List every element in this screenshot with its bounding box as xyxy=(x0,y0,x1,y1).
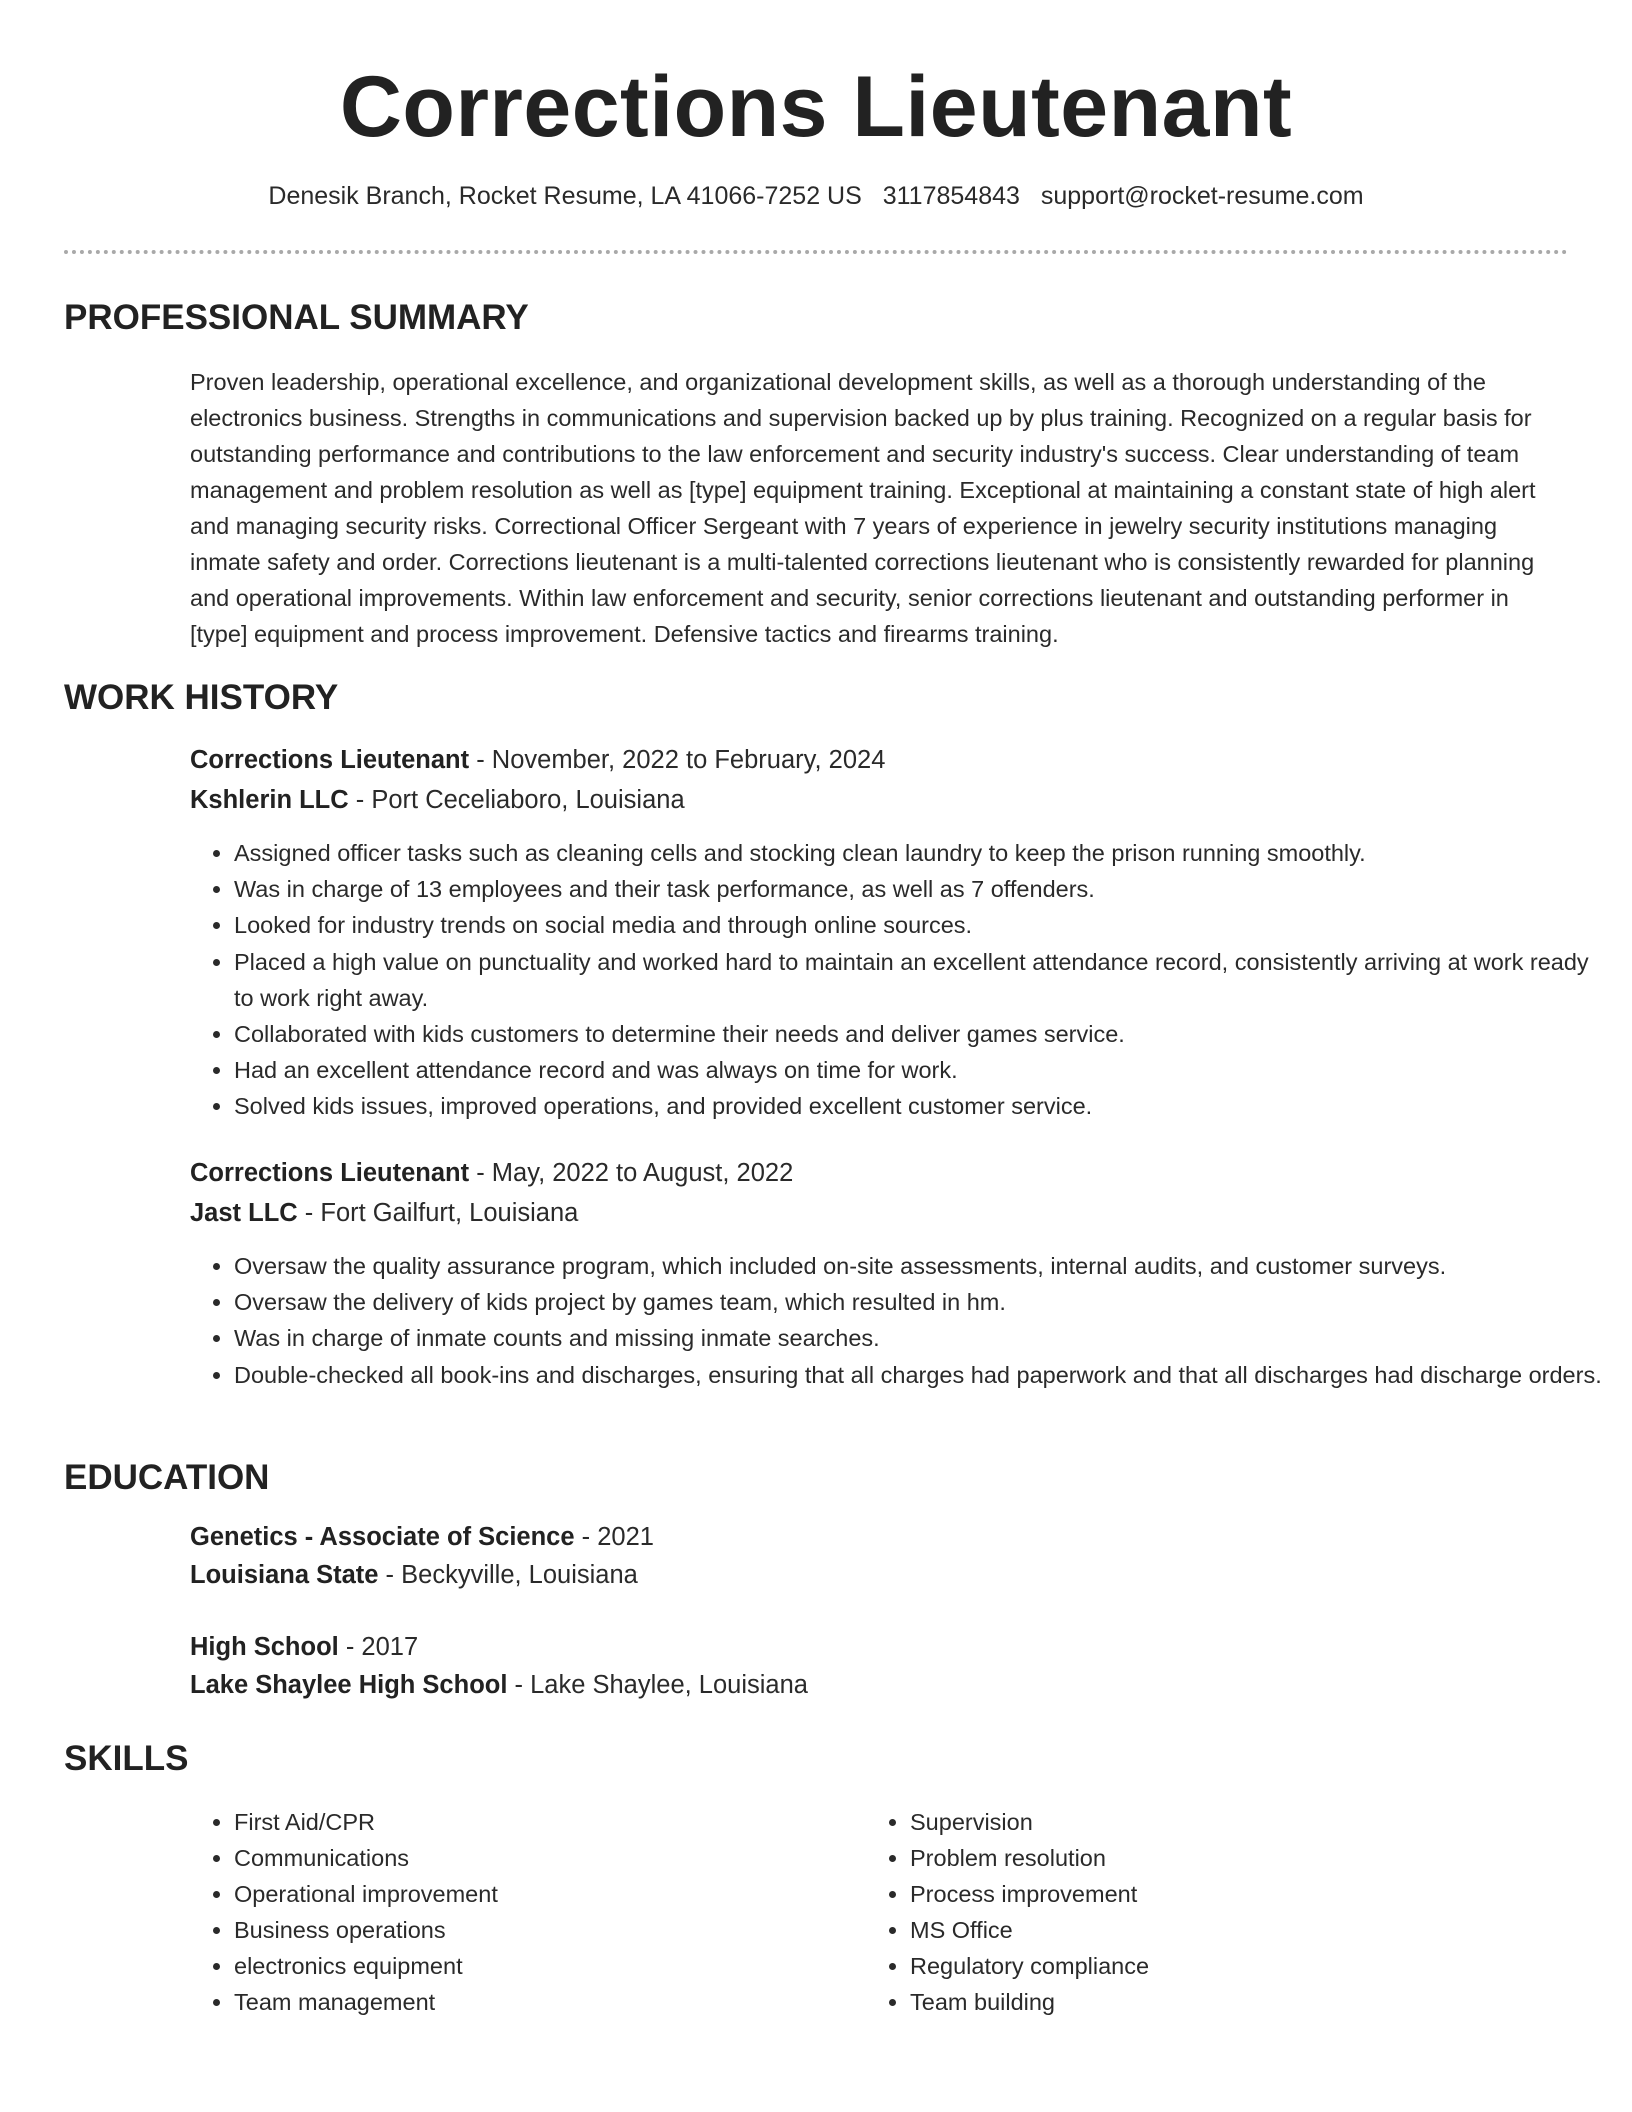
list-item: • Placed a high value on punctuality and worked hard to maintain an excellent attendance record, consistently arriving at work ready to work right away. xyxy=(234,944,1614,1016)
job-company: Jast LLC xyxy=(190,1199,298,1227)
skills-list-left xyxy=(190,1804,794,2020)
section-title-work-history: WORK HISTORY xyxy=(64,678,339,717)
skill-item: • Process improvement xyxy=(910,1876,1470,1912)
list-item: • Looked for industry trends on social media and through online sources. xyxy=(234,907,1614,943)
education-degree: Genetics - Associate of Science xyxy=(190,1523,575,1551)
job-role: Corrections Lieutenant xyxy=(190,746,470,774)
skill-item: • electronics equipment xyxy=(234,1948,794,1984)
education-year: - 2017 xyxy=(338,1633,419,1661)
education-location: - Beckyville, Louisiana xyxy=(378,1561,638,1589)
candidate-name: Corrections Lieutenant xyxy=(339,59,1293,155)
list-item: • Had an excellent attendance record and was always on time for work. xyxy=(234,1052,1614,1088)
job-duties-list xyxy=(190,835,1614,1125)
job-location: - Port Ceceliaboro, Louisiana xyxy=(348,786,685,814)
skill-item: • Team building xyxy=(910,1984,1470,2020)
list-item: • Was in charge of 13 employees and their task performance, as well as 7 offenders. xyxy=(234,871,1614,907)
education-degree: High School xyxy=(190,1633,339,1661)
skill-item: • First Aid/CPR xyxy=(234,1804,794,1840)
education-degree-line xyxy=(190,1519,654,1555)
education-school: Louisiana State xyxy=(190,1561,379,1589)
section-title-summary: PROFESSIONAL SUMMARY xyxy=(64,298,529,337)
job-title-line xyxy=(190,742,885,778)
contact-address: Denesik Branch, Rocket Resume, LA 41066-7252 US xyxy=(268,182,862,210)
education-location: - Lake Shaylee, Louisiana xyxy=(507,1671,808,1699)
job-location: - Fort Gailfurt, Louisiana xyxy=(297,1199,579,1227)
list-item: • Double-checked all book-ins and discharges, ensuring that all charges had paperwork and that all discharges had discharge orders. xyxy=(234,1357,1614,1393)
job-dates: - November, 2022 to February, 2024 xyxy=(469,746,886,774)
skill-item: • Supervision xyxy=(910,1804,1470,1840)
list-item: • Collaborated with kids customers to determine their needs and deliver games service. xyxy=(234,1016,1614,1052)
education-year: - 2021 xyxy=(574,1523,654,1551)
skill-item: • Regulatory compliance xyxy=(910,1948,1470,1984)
job-title-line xyxy=(190,1155,793,1191)
job-company-line xyxy=(190,1195,578,1231)
job-role: Corrections Lieutenant xyxy=(190,1159,470,1187)
skill-item: • Problem resolution xyxy=(910,1840,1470,1876)
contact-phone: 3117854843 xyxy=(882,182,1020,210)
education-school: Lake Shaylee High School xyxy=(190,1671,508,1699)
header-divider xyxy=(64,250,1568,254)
summary-text: Proven leadership, operational excellence, and organizational development skills, as well as a thorough understanding of the electronics business. Strengths in communications and supervision backed up by plus training. Recognized on a regular basis for outstanding performance and contributions to the law enforcement and security industry's success. Clear understanding of team management and problem resolution as well as [type] equipment training. Exceptional at maintaining a constant state of high alert and managing security risks. Correctional Officer Sergeant with 7 years of experience in jewelry security institutions managing inmate safety and order. Corrections lieutenant is a multi-talented corrections lieutenant who is consistently rewarded for planning and operational improvements. Within law enforcement and security, senior corrections lieutenant and outstanding performer in [type] equipment and process improvement. Defensive tactics and firearms training. xyxy=(190,369,1536,647)
contact-email: support@rocket-resume.com xyxy=(1040,182,1364,210)
education-school-line xyxy=(190,1667,808,1703)
skill-item: • Business operations xyxy=(234,1912,794,1948)
skill-item: • Operational improvement xyxy=(234,1876,794,1912)
education-school-line xyxy=(190,1557,638,1593)
skill-item: • Communications xyxy=(234,1840,794,1876)
contact-line xyxy=(0,178,1632,214)
education-degree-line xyxy=(190,1629,418,1665)
list-item: • Oversaw the quality assurance program, which included on-site assessments, internal audits, and customer surveys. xyxy=(234,1248,1614,1284)
job-duties-list xyxy=(190,1248,1614,1393)
job-company-line xyxy=(190,782,685,818)
list-item: • Solved kids issues, improved operations, and provided excellent customer service. xyxy=(234,1088,1614,1124)
section-title-skills: SKILLS xyxy=(64,1739,189,1778)
section-title-education: EDUCATION xyxy=(64,1458,270,1497)
list-item: • Assigned officer tasks such as cleaning cells and stocking clean laundry to keep the prison running smoothly. xyxy=(234,835,1614,871)
job-company: Kshlerin LLC xyxy=(190,786,349,814)
job-dates: - May, 2022 to August, 2022 xyxy=(469,1159,794,1187)
list-item: • Was in charge of inmate counts and missing inmate searches. xyxy=(234,1320,1614,1356)
skills-list-right xyxy=(866,1804,1470,2020)
skill-item: • MS Office xyxy=(910,1912,1470,1948)
skill-item: • Team management xyxy=(234,1984,794,2020)
list-item: • Oversaw the delivery of kids project by games team, which resulted in hm. xyxy=(234,1284,1614,1320)
